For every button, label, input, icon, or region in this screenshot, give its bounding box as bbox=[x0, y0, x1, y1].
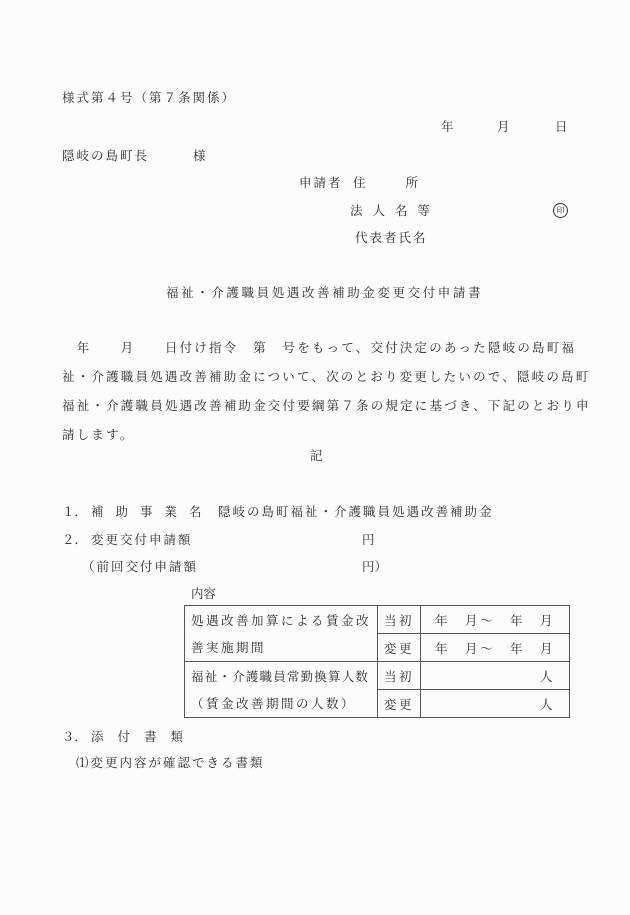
staff-count-changed-value: 人 bbox=[421, 690, 570, 718]
table-row bbox=[185, 690, 570, 718]
applicant-address-label: 住 所 bbox=[353, 175, 424, 190]
item2-label: 変更交付申請額 bbox=[91, 532, 193, 547]
period-label-line2: 善実施期間 bbox=[185, 634, 378, 662]
item2-prev-unit: 円） bbox=[362, 559, 388, 574]
period-changed-kind: 変更 bbox=[378, 634, 421, 662]
body-line: 年 月 日付け指令 第 号をもって、交付決定のあった隠岐の島町福 bbox=[62, 340, 577, 355]
date-day-label: 日 bbox=[555, 119, 568, 134]
form-number: 様式第４号（第７条関係） bbox=[62, 90, 237, 105]
period-initial-kind: 当初 bbox=[378, 606, 421, 634]
item1-value: 隠岐の島町福祉・介護職員処遇改善補助金 bbox=[218, 504, 494, 519]
item2-number: ２． bbox=[62, 532, 88, 547]
item1-number: １． bbox=[62, 504, 88, 519]
date-month-label: 月 bbox=[497, 119, 510, 134]
period-initial-value: 年 月～ 年 月 bbox=[421, 606, 570, 634]
seal-icon: 印 bbox=[553, 203, 568, 218]
body-line: 祉・介護職員処遇改善補助金について、次のとおり変更したいので、隠岐の島町 bbox=[62, 369, 591, 384]
staff-count-initial-value: 人 bbox=[421, 662, 570, 690]
period-changed-value: 年 月～ 年 月 bbox=[421, 634, 570, 662]
body-line: 福祉・介護職員処遇改善補助金交付要綱第７条の規定に基づき、下記のとおり申 bbox=[62, 398, 591, 413]
body-line: 請します。 bbox=[62, 427, 135, 442]
table-row bbox=[185, 662, 570, 690]
date-year-label: 年 bbox=[441, 119, 454, 134]
item1-label: 補 助 事 業 名 bbox=[91, 504, 206, 519]
period-label-line1: 処遇改善加算による賃金改 bbox=[185, 606, 378, 634]
item3-label: 添 付 書 類 bbox=[91, 729, 188, 744]
applicant-representative-label: 代表者氏名 bbox=[355, 230, 428, 245]
seal-mark bbox=[553, 201, 568, 218]
staff-count-label-line1: 福祉・介護職員常勤換算人数 bbox=[185, 662, 378, 690]
table-row bbox=[185, 634, 570, 662]
contents-label: 内容 bbox=[191, 586, 217, 601]
addressee-honorific: 様 bbox=[193, 148, 206, 163]
item3-number: ３． bbox=[62, 729, 88, 744]
applicant-corp-name-label: 法 人 名 等 bbox=[350, 203, 433, 218]
ki-heading: 記 bbox=[310, 448, 323, 463]
table-row bbox=[185, 606, 570, 634]
addressee-name: 隠岐の島町長 bbox=[62, 148, 150, 163]
attachment-item: ⑴変更内容が確認できる書類 bbox=[76, 755, 265, 770]
applicant-role-label: 申請者 bbox=[299, 175, 343, 190]
details-table bbox=[184, 605, 570, 718]
staff-count-label-line2: （賃金改善期間の人数） bbox=[185, 690, 378, 718]
staff-count-initial-kind: 当初 bbox=[378, 662, 421, 690]
body-paragraph bbox=[62, 333, 591, 449]
document-title: 福祉・介護職員処遇改善補助金変更交付申請書 bbox=[166, 285, 484, 300]
item2-prev-label: （前回交付申請額 bbox=[82, 559, 199, 574]
item2-unit: 円 bbox=[362, 532, 375, 547]
staff-count-changed-kind: 変更 bbox=[378, 690, 421, 718]
